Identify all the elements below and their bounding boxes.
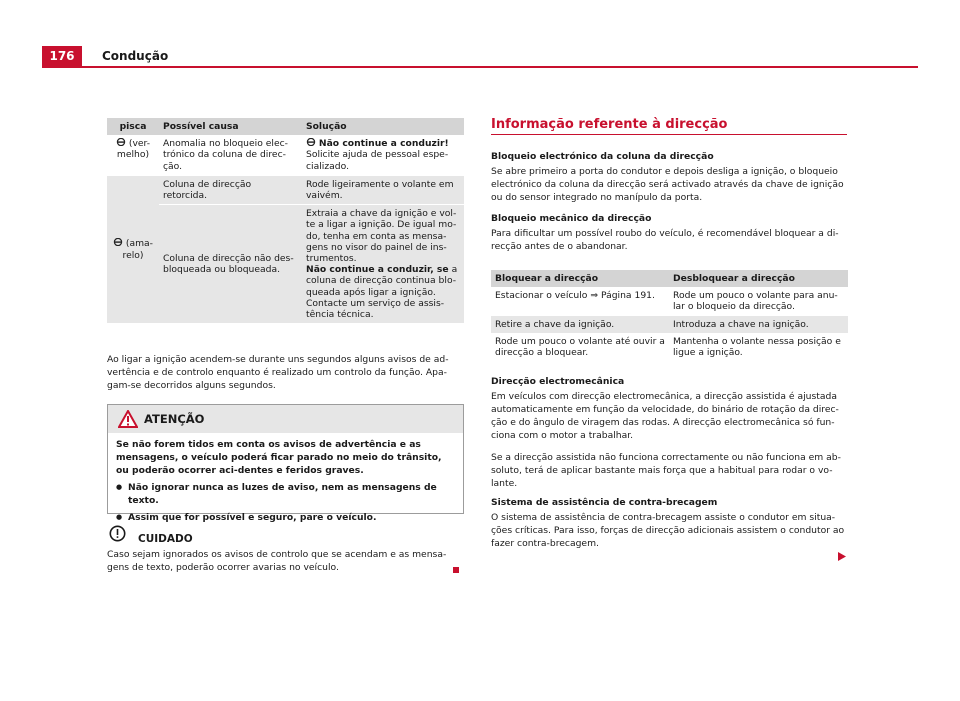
column-header: Possível causa <box>159 118 302 135</box>
caution-title: CUIDADO <box>138 533 193 545</box>
table-header-row <box>491 270 848 287</box>
page-number: 176 <box>42 46 82 66</box>
solution-text: Solicite ajuda de pessoal espe-cializado. <box>306 149 449 172</box>
steering-lock-icon <box>113 238 123 246</box>
warning-text: Se não forem tidos em conta os avisos de advertência e as mensagens, o veículo poderá ficar parado no meio do trânsito, ou poderão ocorrer aci-dentes e feridos graves. <box>116 439 442 476</box>
table-cell: Mantenha o volante nessa posição e ligue a ignição. <box>673 335 841 359</box>
indicator-table <box>107 118 464 323</box>
column-header: pisca <box>107 118 159 135</box>
warning-triangle-icon <box>118 410 138 428</box>
section-title: Informação referente à direcção <box>491 117 728 132</box>
warning-header <box>108 405 463 433</box>
warning-title: ATENÇÃO <box>144 412 205 426</box>
warning-list <box>116 481 456 524</box>
list-item: ● Assim que for possível e seguro, pare o veículo. <box>116 511 456 524</box>
solution-emphasis: Não continue a conduzir, se <box>306 264 449 276</box>
table-row <box>107 135 464 175</box>
paragraph: O sistema de assistência de contra-brecagem assiste o condutor em situa-ções críticas. Para isso, forças de direcção adicionais assistem o condutor ao fazer contra-brecagem. <box>491 512 845 549</box>
lock-unlock-table <box>491 270 848 361</box>
warning-content <box>116 438 456 524</box>
steering-lock-icon <box>306 138 316 146</box>
table-row <box>107 175 464 204</box>
electromechanical-section <box>491 375 848 550</box>
indicator-cell <box>107 135 159 175</box>
solution-emphasis: Não continue a conduzir! <box>318 138 449 150</box>
header-rule <box>42 66 918 68</box>
intro-paragraph: Ao ligar a ignição acendem-se durante uns segundos alguns avisos de ad-vertência e de controlo enquanto é realizado um controlo da função. Apa-gam-se decorridos alguns segundos. <box>107 354 449 391</box>
continue-arrow-icon <box>838 552 846 561</box>
table-row <box>491 287 848 315</box>
indicator-label: (ama-relo) <box>122 238 154 261</box>
column-header: Desbloquear a direcção <box>669 270 848 287</box>
cause-cell: Coluna de direcção não des-bloqueada ou bloqueada. <box>159 205 302 324</box>
solution-cell <box>302 205 464 324</box>
table-cell: Introduza a chave na ignição. <box>669 316 848 333</box>
subheading: Bloqueio mecânico da direcção <box>491 213 652 224</box>
table-row <box>491 316 848 333</box>
paragraph: Se abre primeiro a porta do condutor e depois desliga a ignição, o bloqueio electrónico da coluna da direcção será activado através da chave de ignição ou do sensor integrado no manípulo da porta. <box>491 166 844 203</box>
subheading: Sistema de assistência de contra-brecagem <box>491 497 718 508</box>
table-cell: Rode um pouco o volante para anu-lar o bloqueio da direcção. <box>673 290 838 313</box>
indicator-label: (ver-melho) <box>116 138 151 161</box>
caution-text: Caso sejam ignorados os avisos de controlo que se acendam e as mensa-gens de texto, poderão ocorrer avarias no veículo. <box>107 549 447 573</box>
solution-text: Extraia a chave da ignição e vol-te a ligar a ignição. De igual mo-do, tenha em conta as mensa-gens no visor do painel de ins-trumentos. <box>306 208 457 265</box>
column-header: Solução <box>302 118 464 135</box>
warning-box <box>107 404 464 523</box>
cause-cell: Coluna de direcção retorcida. <box>159 175 302 204</box>
subheading: Direcção electromecânica <box>491 376 625 387</box>
paragraph: Se a direcção assistida não funciona correctamente ou não funciona em ab-soluto, terá de aplicar bastante mais força que a habitual para rodar o vo-lante. <box>491 452 841 489</box>
end-marker-icon <box>453 567 459 573</box>
steering-lock-icon <box>116 138 126 146</box>
chapter-title: Condução <box>102 49 169 63</box>
solution-cell: Rode ligeiramente o volante em vaivém. <box>302 175 464 204</box>
caution-icon <box>109 525 126 542</box>
table-header-row <box>107 118 464 135</box>
paragraph: Em veículos com direcção electromecânica, a direcção assistida é ajustada automaticamente em função da velocidade, do binário de rotação da direc-ção e do ângulo de viragem das rodas. A direcção electromecânica só fun-ciona com o motor a trabalhar. <box>491 391 839 441</box>
table-cell: Rode um pouco o volante até ouvir a direcção a bloquear. <box>495 335 665 359</box>
table-row <box>107 205 464 324</box>
list-item: ● Não ignorar nunca as luzes de aviso, nem as mensagens de texto. <box>116 481 456 507</box>
table-row <box>491 333 848 361</box>
table-cell: Retire a chave da ignição. <box>491 316 669 333</box>
steering-lock-section <box>491 150 848 253</box>
indicator-cell <box>107 175 159 323</box>
section-rule <box>491 134 847 135</box>
column-header: Bloquear a direcção <box>491 270 669 287</box>
subheading: Bloqueio electrónico da coluna da direcção <box>491 151 714 162</box>
paragraph: Para dificultar um possível roubo do veículo, é recomendável bloquear a di-recção antes de o abandonar. <box>491 228 839 252</box>
cause-cell: Anomalia no bloqueio elec-trónico da coluna de direc-ção. <box>163 138 288 172</box>
solution-text: a coluna de direcção continua blo-queada após ligar a ignição. Contacte um serviço de assis-tência técnica. <box>306 264 458 321</box>
solution-cell <box>302 135 464 175</box>
table-cell: Estacionar o veículo ⇒ Página 191. <box>495 290 655 302</box>
